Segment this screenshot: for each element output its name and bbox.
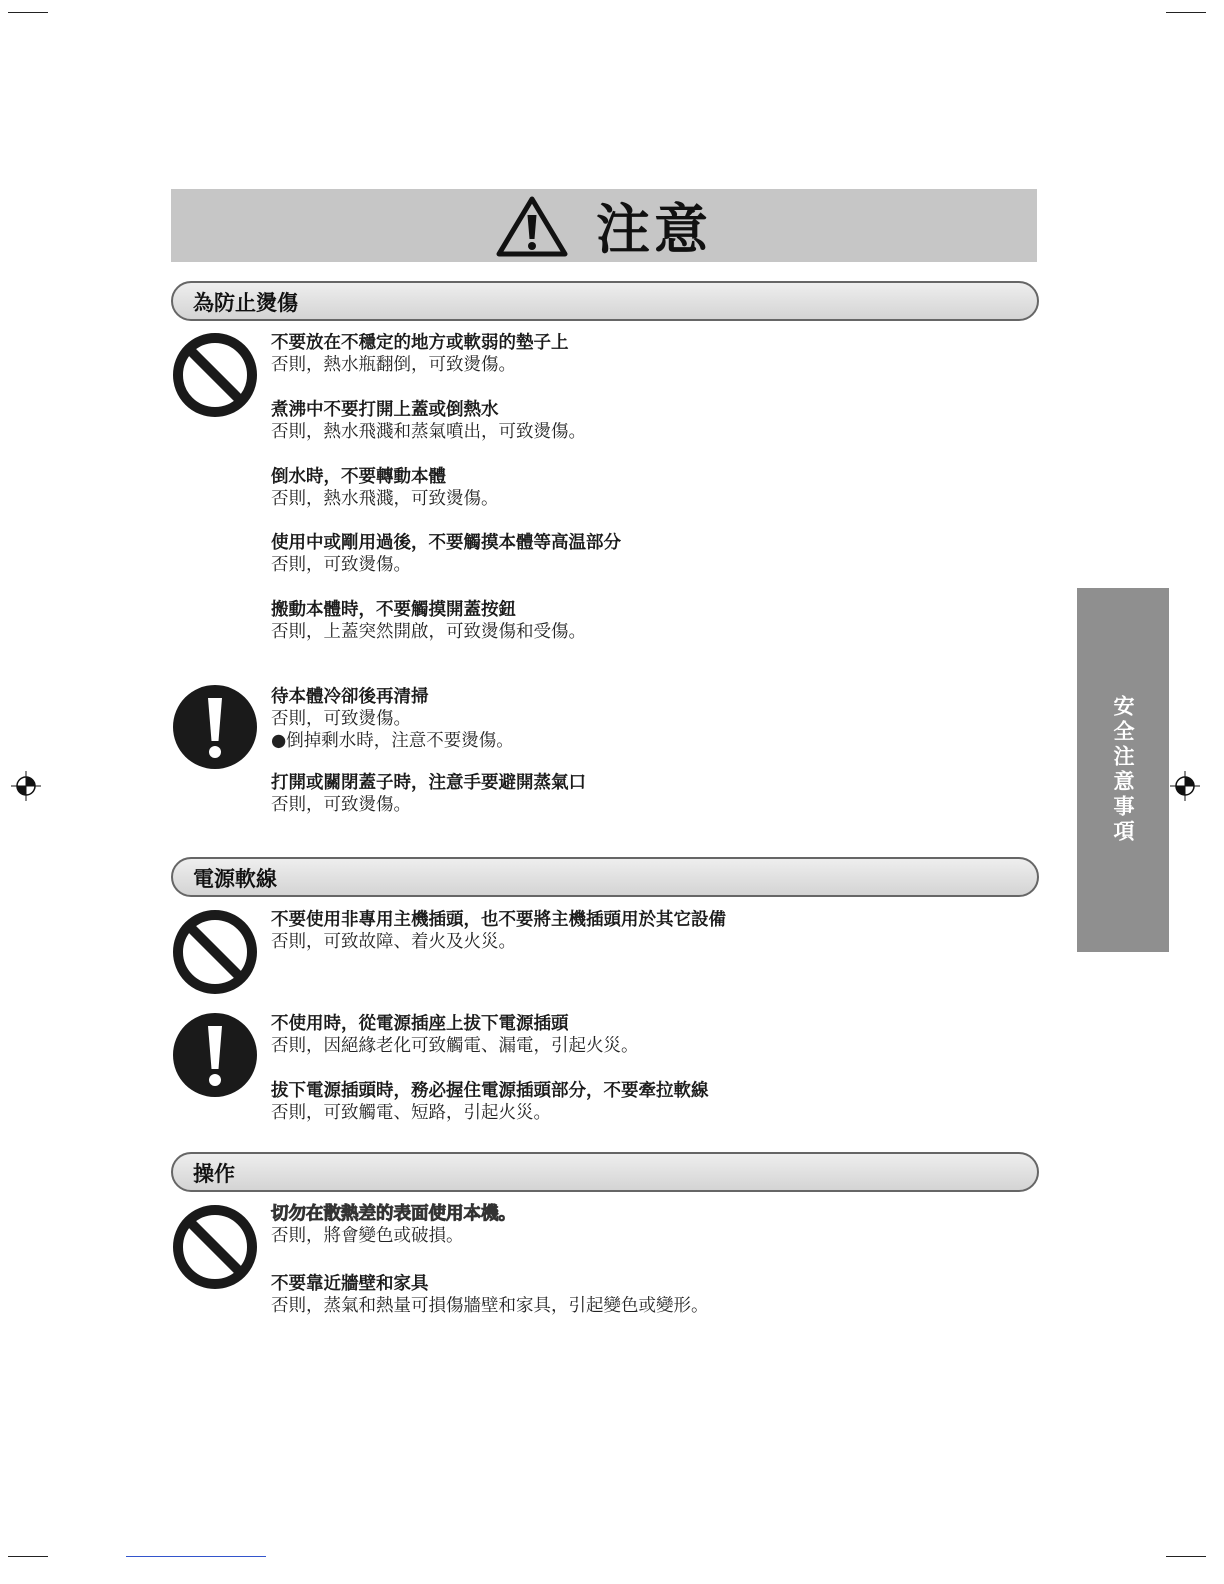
caution-item	[271, 599, 1051, 643]
item-title: 煮沸中不要打開上蓋或倒熱水	[271, 400, 499, 420]
item-description: 否則，可致故障、着火及火災。	[271, 932, 516, 952]
crop-mark	[1166, 12, 1206, 13]
item-description: 否則，可致燙傷。	[271, 709, 411, 729]
caution-item	[271, 466, 1051, 510]
side-tab-safety	[1077, 588, 1169, 952]
warning-triangle-icon	[496, 195, 568, 257]
footer-rule	[126, 1556, 266, 1557]
section-title: 為防止燙傷	[193, 291, 298, 315]
caution-item	[271, 1013, 1051, 1057]
registration-mark-icon	[11, 771, 41, 801]
crop-mark	[8, 12, 48, 13]
mandatory-exclamation-icon	[172, 1012, 258, 1098]
side-tab-label: 安全注意事項	[1111, 695, 1135, 845]
caution-item	[271, 1273, 1051, 1317]
caution-item	[271, 686, 1051, 752]
mandatory-exclamation-icon	[172, 684, 258, 770]
item-description: 否則，熱水瓶翻倒，可致燙傷。	[271, 355, 516, 375]
item-description: 否則，可致燙傷。	[271, 555, 411, 575]
banner-title: 注意	[596, 198, 712, 261]
item-title: 拔下電源插頭時，務必握住電源插頭部分，不要牽拉軟線	[271, 1081, 709, 1101]
caution-item	[271, 1203, 1051, 1247]
item-title: 使用中或剛用過後，不要觸摸本體等高温部分	[271, 533, 621, 553]
item-description: 否則，可致觸電、短路，引起火災。	[271, 1103, 551, 1123]
item-description: 否則，可致燙傷。	[271, 795, 411, 815]
prohibition-icon	[172, 1204, 258, 1290]
item-title: 切勿在散熱差的表面使用本機。	[271, 1204, 516, 1224]
section-header-burn-prevention	[171, 281, 1039, 321]
caution-item	[271, 909, 1051, 953]
item-description: 否則，熱水飛濺和蒸氣噴出，可致燙傷。	[271, 422, 586, 442]
item-description: 否則，熱水飛濺，可致燙傷。	[271, 489, 499, 509]
section-title: 操作	[193, 1162, 235, 1186]
item-description: 否則，將會變色或破損。	[271, 1226, 464, 1246]
crop-mark	[8, 1556, 48, 1557]
section-header-operation	[171, 1152, 1039, 1192]
item-title: 倒水時，不要轉動本體	[271, 467, 446, 487]
item-note: ●倒掉剩水時，注意不要燙傷。	[271, 731, 514, 751]
prohibition-icon	[172, 909, 258, 995]
crop-mark	[1166, 1556, 1206, 1557]
caution-item	[271, 772, 1051, 816]
item-description: 否則，上蓋突然開啟，可致燙傷和受傷。	[271, 622, 586, 642]
item-title: 不要放在不穩定的地方或軟弱的墊子上	[271, 333, 569, 353]
item-title: 不要靠近牆壁和家具	[271, 1274, 429, 1294]
section-header-power-cord	[171, 857, 1039, 897]
caution-item	[271, 1080, 1051, 1124]
item-title: 不要使用非專用主機插頭，也不要將主機插頭用於其它設備	[271, 910, 726, 930]
item-title: 不使用時，從電源插座上拔下電源插頭	[271, 1014, 569, 1034]
item-title: 待本體冷卻後再清掃	[271, 687, 429, 707]
item-description: 否則，因絕緣老化可致觸電、漏電，引起火災。	[271, 1036, 639, 1056]
caution-item	[271, 399, 1051, 443]
item-description: 否則，蒸氣和熱量可損傷牆壁和家具，引起變色或變形。	[271, 1296, 709, 1316]
section-title: 電源軟線	[193, 867, 277, 891]
registration-mark-icon	[1170, 771, 1200, 801]
prohibition-icon	[172, 332, 258, 418]
item-title: 搬動本體時，不要觸摸開蓋按鈕	[271, 600, 516, 620]
caution-item	[271, 532, 1051, 576]
item-title: 打開或關閉蓋子時，注意手要避開蒸氣口	[271, 773, 586, 793]
caution-banner	[171, 189, 1037, 262]
caution-item	[271, 332, 1051, 376]
